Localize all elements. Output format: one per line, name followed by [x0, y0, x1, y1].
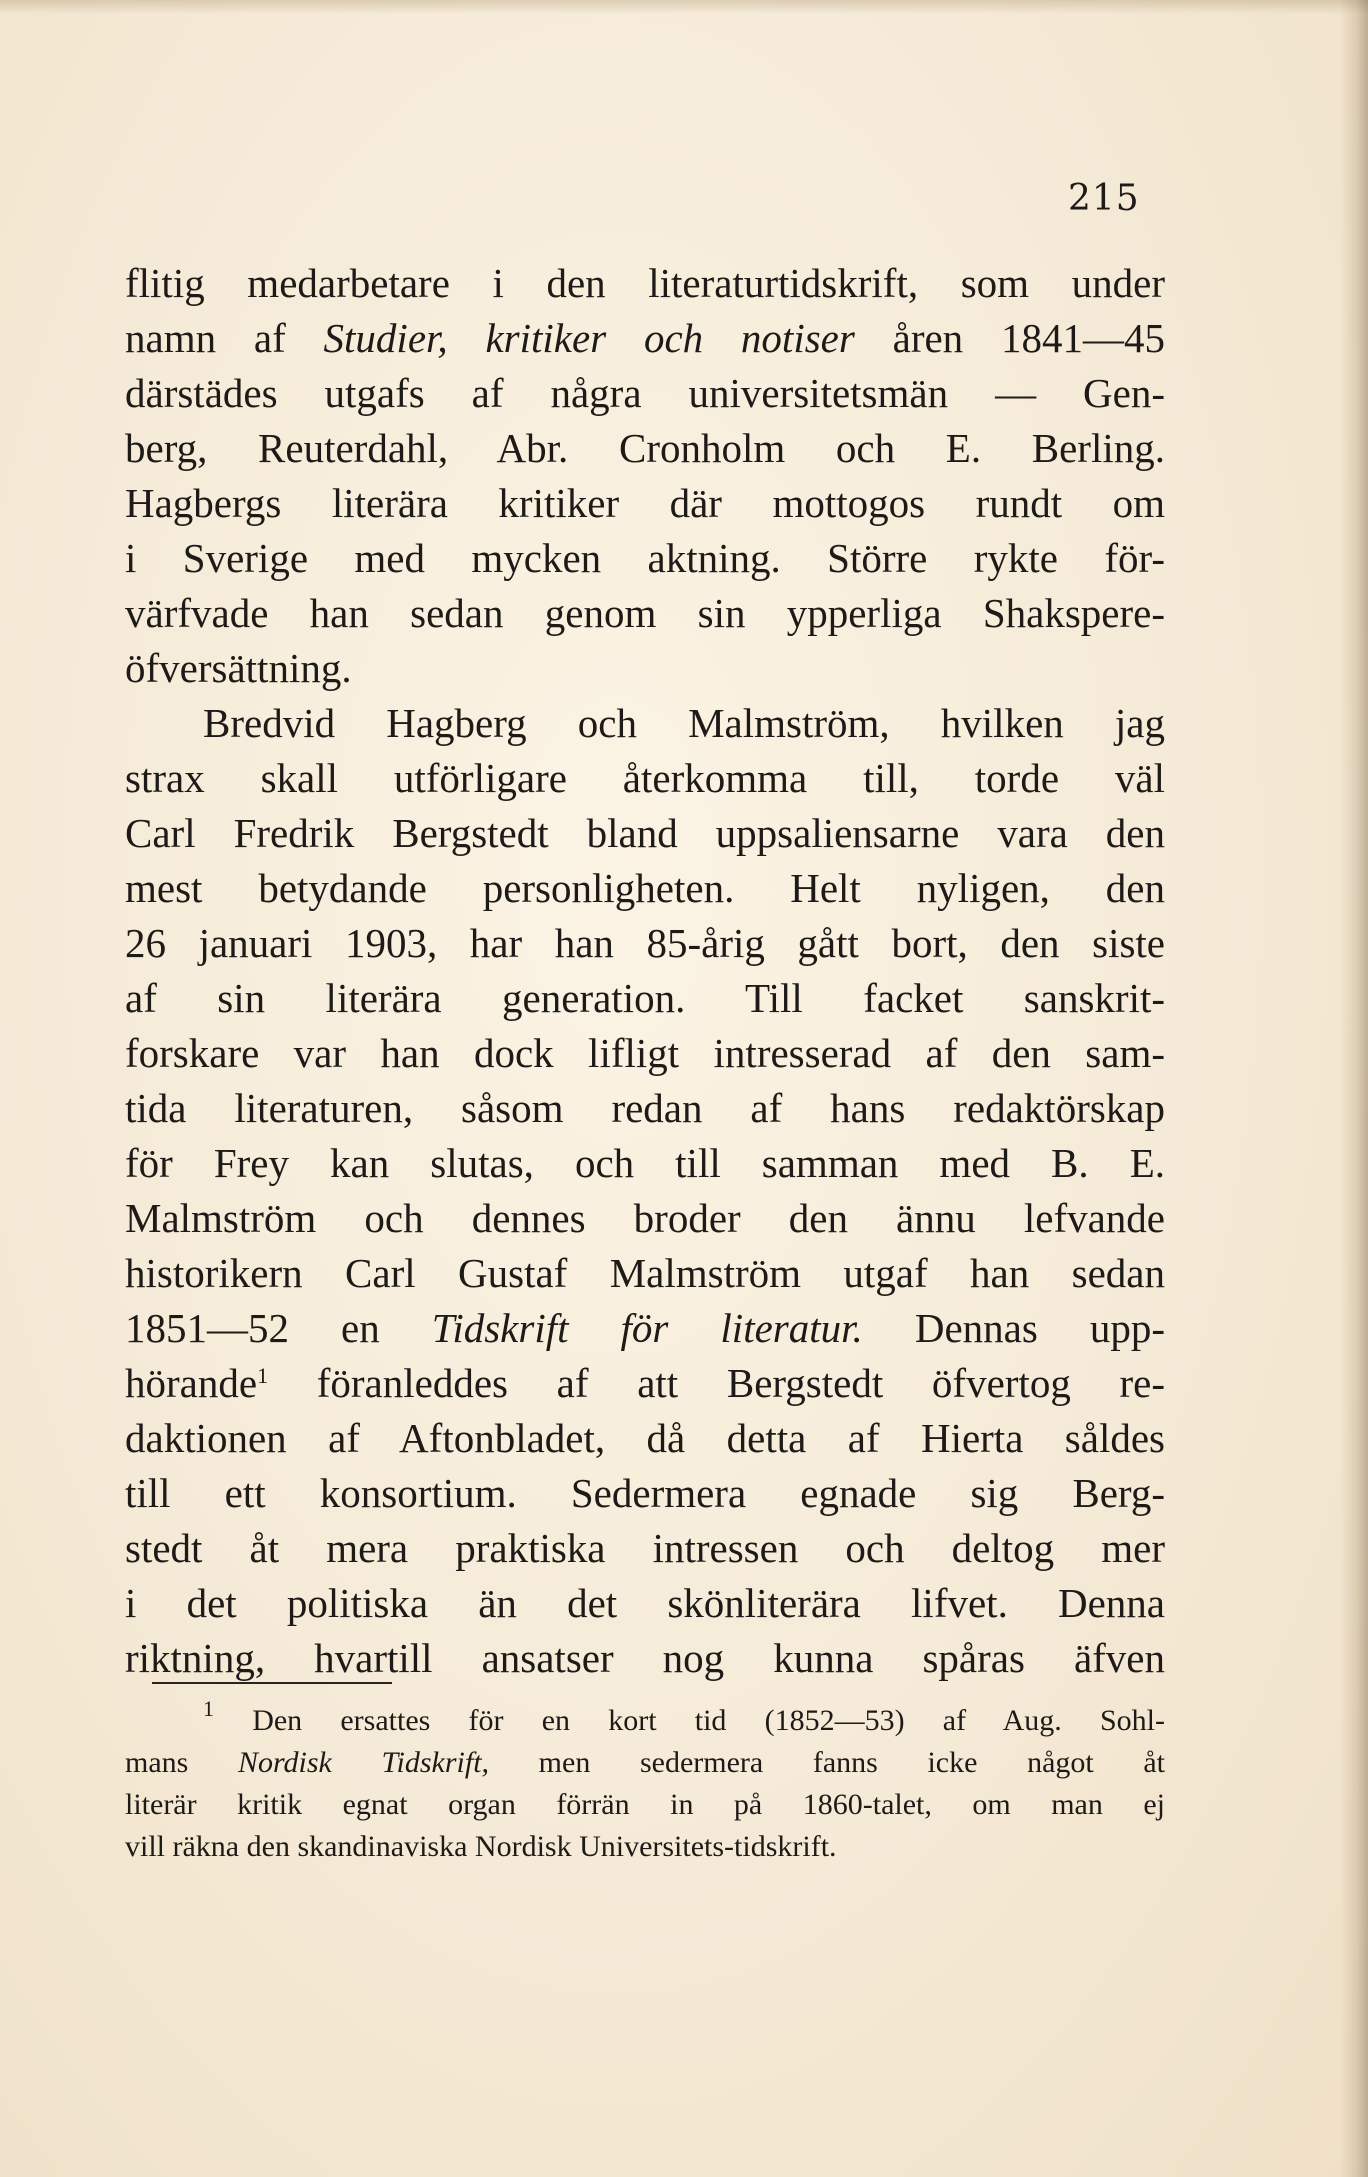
text-line: mest betydande personligheten. Helt nyligen, den [125, 865, 1165, 911]
text-line: Carl Fredrik Bergstedt bland uppsaliensarne vara den [125, 810, 1165, 856]
italic-title: Tidskrift för literatur. [431, 1305, 863, 1351]
footnote-reference: 1 [257, 1363, 269, 1388]
text-line: af sin literära generation. Till facket sanskrit- [125, 975, 1165, 1021]
page-top-shadow [0, 0, 1368, 14]
text-line: historikern Carl Gustaf Malmström utgaf han sedan [125, 1250, 1165, 1296]
text-line: i det politiska än det skönliterära lifvet. Denna [125, 1580, 1165, 1626]
text-line: berg, Reuterdahl, Abr. Cronholm och E. Berling. [125, 425, 1165, 471]
text-line: för Frey kan slutas, och till samman med B. E. [125, 1140, 1165, 1186]
text-line: tida literaturen, såsom redan af hans redaktörskap [125, 1085, 1165, 1131]
text-line: 1851—52 en Tidskrift för literatur. Dennas upp- [125, 1305, 1165, 1351]
footnote-marker: 1 [203, 1696, 214, 1721]
text-line: öfversättning. [125, 645, 352, 691]
footnote [125, 1696, 1166, 1868]
text-line: flitig medarbetare i den literaturtidskrift, som under [125, 260, 1165, 306]
text-line: strax skall utförligare återkomma till, torde väl [125, 755, 1165, 801]
text-line: därstädes utgafs af några universitetsmän — Gen- [125, 370, 1165, 416]
page-edge-shadow [1340, 0, 1368, 2177]
text-line: riktning, hvartill ansatser nog kunna spåras äfven [125, 1635, 1165, 1681]
footnote-line: $^1$ Den ersattes för en kort tid (1852—53) af Aug. Sohl- [203, 1696, 1165, 1737]
italic-title: Nordisk Tidskrift, [237, 1746, 490, 1779]
text-line: till ett konsortium. Sedermera egnade sig Berg- [125, 1470, 1165, 1516]
text-line: värfvade han sedan genom sin ypperliga Shakspere- [125, 590, 1165, 636]
text-line: i Sverige med mycken aktning. Större rykte för- [125, 535, 1165, 581]
text-line: 26 januari 1903, har han 85-årig gått bort, den siste [125, 920, 1165, 966]
body-text [125, 256, 1165, 1686]
text-line: namn af Studier, kritiker och notiser åren 1841—45 [125, 315, 1165, 361]
page-number: 215 [1068, 178, 1140, 219]
text-line: hörande$^1$ föranleddes af att Bergstedt öfvertog re- [125, 1360, 1165, 1406]
footnote-divider [152, 1682, 392, 1684]
footnote-line: mans Nordisk Tidskrift, men sedermera fanns icke något åt [125, 1746, 1166, 1779]
footnote-line: vill räkna den skandinaviska Nordisk Universitets-tidskrift. [125, 1830, 837, 1863]
footnote-line: literär kritik egnat organ förrän in på 1860-talet, om man ej [125, 1788, 1165, 1821]
text-line: forskare var han dock lifligt intresserad af den sam- [125, 1030, 1165, 1076]
italic-title: Studier, kritiker och notiser [323, 315, 855, 361]
text-line: stedt åt mera praktiska intressen och deltog mer [125, 1525, 1165, 1571]
text-line: Malmström och dennes broder den ännu lefvande [125, 1195, 1165, 1241]
text-line: daktionen af Aftonbladet, då detta af Hierta såldes [125, 1415, 1165, 1461]
text-line: Hagbergs literära kritiker där mottogos rundt om [125, 480, 1165, 526]
paragraph-start-line: Bredvid Hagberg och Malmström, hvilken jag [203, 700, 1165, 746]
